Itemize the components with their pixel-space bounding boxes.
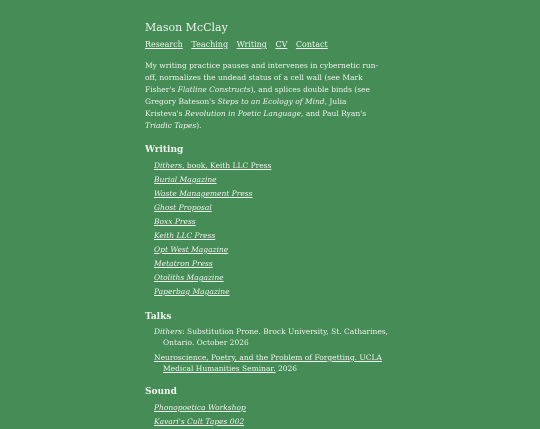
list-item: [154, 285, 395, 299]
list-item: [154, 159, 395, 173]
intro-title: Triadic Tapes: [145, 121, 197, 130]
sound-list: [145, 401, 395, 429]
list-item: [154, 326, 395, 348]
intro-text: ), and splices double binds (see Gregory Bateson's: [145, 85, 370, 106]
writing-link[interactable]: Keith LLC Press: [154, 231, 216, 240]
list-item: [154, 173, 395, 187]
nav-writing[interactable]: Writing: [236, 40, 267, 49]
page-content: [145, 20, 395, 429]
writing-link[interactable]: Boxx Press: [154, 217, 196, 226]
list-item: [154, 243, 395, 257]
writing-link[interactable]: Metatron Press: [154, 259, 213, 268]
writing-link[interactable]: Paperbag Magazine: [154, 287, 230, 296]
sound-link[interactable]: Kavari's Cult Tapes 002: [154, 417, 245, 426]
writing-link-dithers-detail[interactable]: , book, Keith LLC Press: [182, 161, 272, 170]
site-title: Mason McClay: [145, 21, 228, 34]
talks-heading: Talks: [145, 312, 172, 322]
list-item: [154, 201, 395, 215]
talk-title: Dithers: [154, 327, 183, 336]
nav-cv[interactable]: CV: [275, 40, 288, 49]
sound-heading: Sound: [145, 387, 177, 397]
intro-title: Steps to an Ecology of Mind: [217, 97, 325, 106]
nav-research[interactable]: Research: [145, 40, 183, 49]
list-item: [154, 271, 395, 285]
list-item: [154, 215, 395, 229]
intro-title: Revolution in Poetic Language: [184, 109, 302, 118]
list-item: [154, 401, 395, 415]
writing-link-dithers[interactable]: Dithers: [154, 161, 183, 170]
intro-text: , Julia Kristeva's: [145, 97, 347, 118]
writing-link[interactable]: Otoliths Magazine: [154, 273, 224, 282]
list-item: [154, 229, 395, 243]
list-item: [154, 187, 395, 201]
nav-teaching[interactable]: Teaching: [191, 40, 229, 49]
nav-bar: [145, 39, 395, 51]
writing-list: [145, 159, 395, 299]
intro-paragraph: [145, 60, 385, 132]
intro-text: , and Paul Ryan's: [301, 109, 367, 118]
writing-link[interactable]: Burial Magazine: [154, 175, 217, 184]
intro-text: My writing practice pauses and intervenes in cybernetic run-off, normalizes the undead status of a cell wall (see Mark Fisher's: [145, 61, 379, 94]
intro-text: ).: [196, 121, 202, 130]
talks-list: [145, 326, 395, 374]
intro-title: Flatline Constructs: [177, 85, 251, 94]
talk-detail: : Substitution Prone. Brock University, St. Catharines, Ontario. October 2026: [163, 327, 389, 347]
list-item: [154, 257, 395, 271]
talk-link[interactable]: Neuroscience, Poetry, and the Problem of Forgetting. UCLA Medical Humanities Seminar.: [154, 353, 382, 373]
list-item: [154, 415, 395, 429]
writing-link[interactable]: Waste Management Press: [154, 189, 253, 198]
writing-link[interactable]: Ghost Proposal: [154, 203, 212, 212]
writing-heading: Writing: [145, 145, 184, 155]
writing-link[interactable]: Opt West Magazine: [154, 245, 229, 254]
nav-contact[interactable]: Contact: [295, 40, 328, 49]
talk-detail: 2026: [275, 364, 298, 373]
list-item: [154, 352, 395, 374]
sound-link[interactable]: Phonopoetica Workshop: [154, 403, 246, 412]
